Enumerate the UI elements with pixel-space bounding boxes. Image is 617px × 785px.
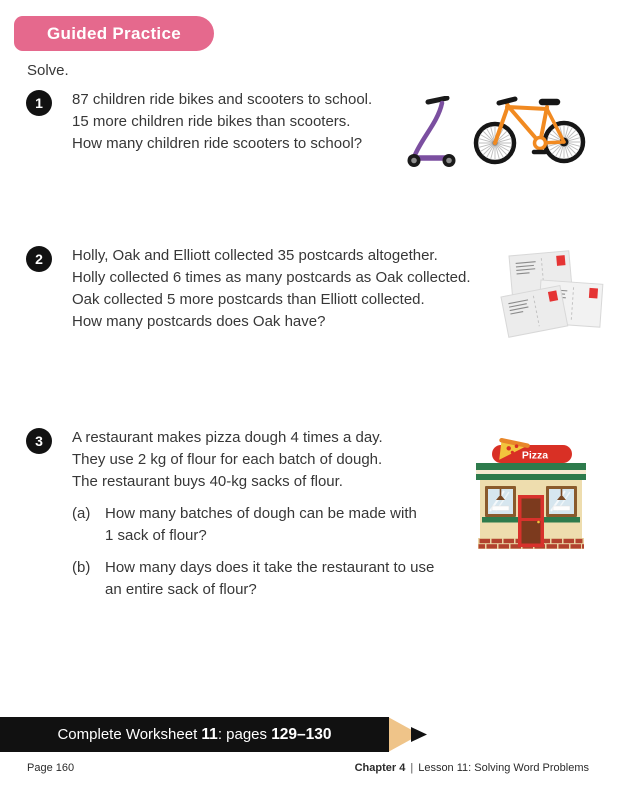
problem-3-text [72,427,462,601]
banner-text: Complete Worksheet 11: pages 129–130 [57,725,332,743]
problem-2-text [72,245,502,333]
subquestion-b [72,557,462,601]
door-handle [537,521,540,524]
worksheet-banner [0,717,389,752]
subquestion-label: (b) [72,559,91,576]
subquestion-text: How many days does it take the restaurant to use an entire sack of flour? [105,559,435,598]
postcard [501,286,568,338]
page-footer [27,762,589,774]
subquestion-a [72,503,462,547]
chapter-label: Chapter 4 [354,762,406,774]
separator: | [410,762,414,774]
bicycle-handlebar [499,99,515,103]
right-window [543,486,580,523]
solve-instruction: Solve. [27,62,69,79]
window-sill [482,517,519,523]
problem-line: How many postcards does Oak have? [72,313,326,330]
problem-line: How many children ride scooters to school? [72,135,363,152]
problem-line: They use 2 kg of flour for each batch of dough. [72,451,383,468]
problem-3-number: 3 [26,428,52,454]
problem-line: 87 children ride bikes and scooters to school. [72,91,373,108]
page-number-label: Page 160 [27,762,75,774]
subquestion-label: (a) [72,505,91,522]
awning [476,463,586,480]
problem-line: The restaurant buys 40-kg sacks of flour. [72,473,343,490]
problem-line: A restaurant makes pizza dough 4 times a day. [72,429,383,446]
stamp [556,255,565,266]
lesson-label: Lesson 11: Solving Word Problems [418,762,589,774]
scooter-stem [415,103,442,155]
worksheet-number: 11 [201,725,218,743]
problem-1-number: 1 [26,90,52,116]
guided-practice-badge [14,16,214,51]
problem-1-text [72,89,412,155]
badge-label: Guided Practice [47,23,181,43]
problem-line: Holly, Oak and Elliott collected 35 postcards altogether. [72,247,438,264]
scooter-handlebar [428,98,447,102]
bicycle-crank [535,138,546,149]
postcards-illustration [497,247,617,353]
pizza-restaurant-illustration [476,436,586,551]
page-range: 129–130 [271,725,332,743]
bicycle-illustration [473,95,587,173]
scooter-illustration [402,96,464,168]
chapter-lesson-label [355,762,589,774]
left-window [482,486,519,523]
problem-line: 15 more children ride bikes than scooters. [72,113,351,130]
subquestion-text: How many batches of dough can be made with 1 sack of flour? [105,505,417,544]
pencil-tip-icon [389,717,431,752]
window-sill [543,517,580,523]
stamp [589,288,598,299]
problem-line: Oak collected 5 more postcards than Elliott collected. [72,291,425,308]
problem-line: Holly collected 6 times as many postcards as Oak collected. [72,269,471,286]
pizza-sign-label: Pizza [521,449,549,462]
door [518,495,544,547]
problem-2-number: 2 [26,246,52,272]
